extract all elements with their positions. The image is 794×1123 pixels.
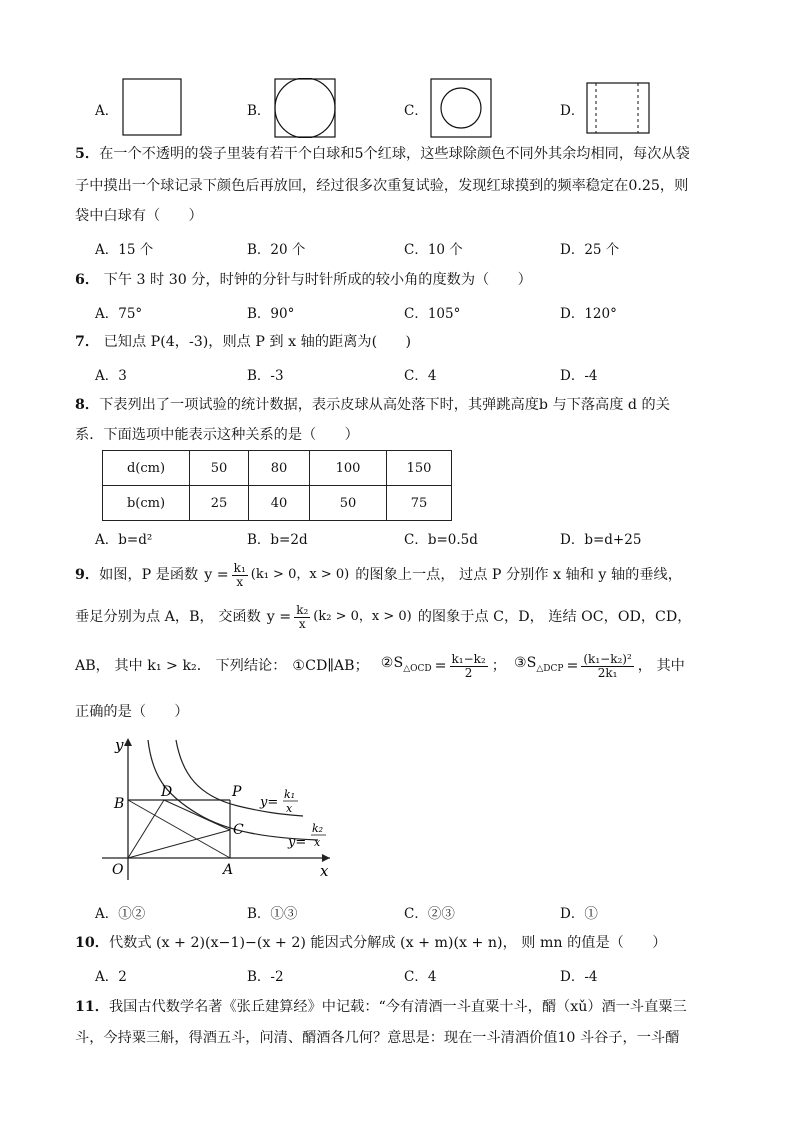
q10-option-d: D．-4 <box>560 969 598 985</box>
q4-option-c-figure <box>430 78 492 138</box>
label-b: B <box>114 796 125 812</box>
table-cell: 75 <box>387 486 452 521</box>
q6-option-d: D．120° <box>560 306 617 322</box>
q9-option-b: B．①③ <box>247 906 298 922</box>
table-cell: d(cm) <box>103 451 190 486</box>
label-curve1: y= <box>260 795 279 810</box>
q9-line2: 垂足分别为点 A，B， 交函数 y = $\frac{\text{k₂}}{x}$ (k₂ > 0，x > 0) 的图象于点 C，D， 连结 OC，OD，CD， <box>75 602 692 631</box>
q9-conclusion-2: $②S_{\triangle OCD}$ <box>380 655 432 674</box>
q6-option-c: C．105° <box>404 306 461 322</box>
q7-option-d: D．-4 <box>560 368 598 384</box>
curve-k1 <box>176 740 303 816</box>
q9-graph <box>98 734 338 882</box>
table-row <box>103 486 452 521</box>
q9-option-a: A．①② <box>95 906 146 922</box>
q5-text-3: 袋中白球有（ ） <box>75 208 203 224</box>
q10-option-a: A．2 <box>95 969 127 985</box>
q4-option-d-label: D． <box>560 103 585 119</box>
q9-k-relation: ₁ > k₂ <box>155 658 197 674</box>
q9-text-3-end: ， 其中 <box>637 658 685 674</box>
q8-text-1: 下表列出了一项试验的统计数据，表示皮球从高处落下时，其弹跳高度b 与下落高度 d 的关 <box>99 397 670 413</box>
q5-line1 <box>75 144 690 164</box>
label-curve1-num: k₁ <box>284 788 296 801</box>
table-cell: 50 <box>310 486 387 521</box>
q11-text-1: 我国古代数学名著《张丘建算经》中记载：“今有清酒一斗直粟十斗，醑（xǔ）酒一斗直粟三 <box>108 999 687 1015</box>
q5-number: 5． <box>75 146 100 162</box>
label-x: x <box>320 862 329 880</box>
q8-text-2: 系．下面选项中能表示这种关系的是（ ） <box>75 427 359 443</box>
label-c: C <box>233 822 244 838</box>
q9-text-1b: 的图象上一点， 过点 P 分别作 x 轴和 y 轴的垂线， <box>355 567 682 583</box>
q10-option-c: C．4 <box>404 969 437 985</box>
q8-option-a: A．b=d² <box>95 532 153 548</box>
q4-option-b-label: B． <box>247 103 271 119</box>
q11-text-2: 斗，今持粟三斛，得酒五斗，问清、醑酒各几何？意思是：现在一斗清酒价值10 斗谷子，一斗醑 <box>75 1030 680 1046</box>
q9-line3: AB， 其中 k ₁ > k₂ ． 下列结论： ①CD∥AB； $②S_{\triangle OCD}$ = $\frac{\text{k₁−k₂}}{2}$ ； $③S_{\triangle DCP}$ = $\frac{\text{(k₁−k₂)²}}{\text{2k₁}}$ ， 其中 <box>75 651 685 680</box>
table-cell: 80 <box>249 451 310 486</box>
q10-number: 10． <box>75 935 109 951</box>
label-curve1-den: x <box>286 802 293 815</box>
q9-condition-1: (k₁ > 0，x > 0) <box>250 567 350 582</box>
q6-text: 下午 3 时 30 分，时钟的分针与时针所成的较小角的度数为（ ） <box>99 272 532 288</box>
q7-option-c: C．4 <box>404 368 437 384</box>
label-p: P <box>232 784 242 800</box>
q9-fraction-k1-over-x: $\frac{\text{k₁}}{x}$ <box>233 560 246 589</box>
q9-fraction-k2-over-x: $\frac{\text{k₂}}{x}$ <box>296 602 309 631</box>
label-curve2: y= <box>288 835 307 850</box>
q6-option-a: A．75° <box>95 306 143 322</box>
q7-number: 7． <box>75 334 100 350</box>
q7-option-b: B．-3 <box>247 368 284 384</box>
segment-ab <box>128 800 230 858</box>
q9-line1: 9． 如图，P 是函数 y = $\frac{\text{k₁}}{x}$ (k₁ > 0，x > 0) 的图象上一点， 过点 P 分别作 x 轴和 y 轴的垂线， <box>75 560 682 589</box>
y-axis-arrow <box>124 738 132 746</box>
label-d: D <box>161 784 173 800</box>
q9-option-d: D．① <box>560 906 598 922</box>
q6-line1 <box>75 270 532 290</box>
q9-text-2b: 的图象于点 C，D， 连结 OC，OD，CD， <box>417 609 692 625</box>
q5-text-1: 在一个不透明的袋子里装有若干个白球和5个红球，这些球除颜色不同外其余均相同，每次从袋 <box>99 146 690 162</box>
q7-text: 已知点 P(4，-3)，则点 P 到 x 轴的距离为( ) <box>99 334 412 350</box>
q9-conclusion-3: $③S_{\triangle DCP}$ <box>513 655 564 674</box>
table-cell: 100 <box>310 451 387 486</box>
q9-text-3a: AB， 其中 k <box>75 658 156 674</box>
q9-conclusion-1: ①CD∥AB； <box>292 658 369 674</box>
q9-fraction-3: $\frac{\text{(k₁−k₂)²}}{\text{2k₁}}$ <box>583 651 632 680</box>
q10-text: 代数式 (x + 2)(x−1)−(x + 2) 能因式分解成 (x + m)(x + n)， 则 mn 的值是（ ） <box>108 935 667 951</box>
q8-option-b: B．b=2d <box>247 532 308 548</box>
label-curve2-num: k₂ <box>312 822 324 835</box>
table-row <box>103 451 452 486</box>
table-cell: 25 <box>190 486 249 521</box>
q9-option-c: C．②③ <box>404 906 455 922</box>
x-axis-arrow <box>322 854 330 862</box>
q8-number: 8． <box>75 397 100 413</box>
q9-text-2a: 垂足分别为点 A，B， 交函数 <box>75 609 261 625</box>
table-cell: 150 <box>387 451 452 486</box>
q11-number: 11． <box>75 999 109 1015</box>
q11-line1 <box>75 997 687 1017</box>
q7-line1 <box>75 332 411 352</box>
q4-option-c-label: C． <box>404 103 428 119</box>
segment-cd <box>164 800 230 830</box>
q9-text-3b: ． 下列结论： <box>196 658 287 674</box>
q9-condition-2: (k₂ > 0，x > 0) <box>313 609 412 624</box>
q4-option-a-figure <box>122 78 182 136</box>
table-cell: 40 <box>249 486 310 521</box>
q5-option-b: B．20 个 <box>247 242 306 258</box>
q9-number: 9． <box>75 567 100 583</box>
q7-option-a: A．3 <box>95 368 127 384</box>
q9-text-1a: 如图，P 是函数 <box>99 567 199 583</box>
q5-text-2: 子中摸出一个球记录下颜色后再放回，经过很多次重复试验，发现红球摸到的频率稳定在0.25，则 <box>75 178 689 194</box>
q5-option-a: A．15 个 <box>95 242 154 258</box>
q6-number: 6． <box>75 272 100 288</box>
q4-option-a-label: A． <box>95 103 119 119</box>
q10-line1 <box>75 933 666 953</box>
q9-fraction-2: $\frac{\text{k₁−k₂}}{2}$ <box>451 651 486 680</box>
q10-option-b: B．-2 <box>247 969 284 985</box>
q6-option-b: B．90° <box>247 306 295 322</box>
label-y: y <box>115 736 124 754</box>
label-o: O <box>112 862 124 878</box>
q5-option-d: D．25 个 <box>560 242 620 258</box>
label-a: A <box>223 862 234 878</box>
q9-text-4: 正确的是（ ） <box>75 704 189 720</box>
q4-option-d-figure <box>586 82 650 134</box>
q8-line1 <box>75 395 670 415</box>
q5-option-c: C．10 个 <box>404 242 463 258</box>
table-cell: 50 <box>190 451 249 486</box>
q8-option-c: C．b=0.5d <box>404 532 478 548</box>
table-cell: b(cm) <box>103 486 190 521</box>
q4-option-b-figure <box>274 78 336 138</box>
q8-option-d: D．b=d+25 <box>560 532 642 548</box>
q8-data-table <box>102 450 452 521</box>
label-curve2-den: x <box>314 836 321 849</box>
